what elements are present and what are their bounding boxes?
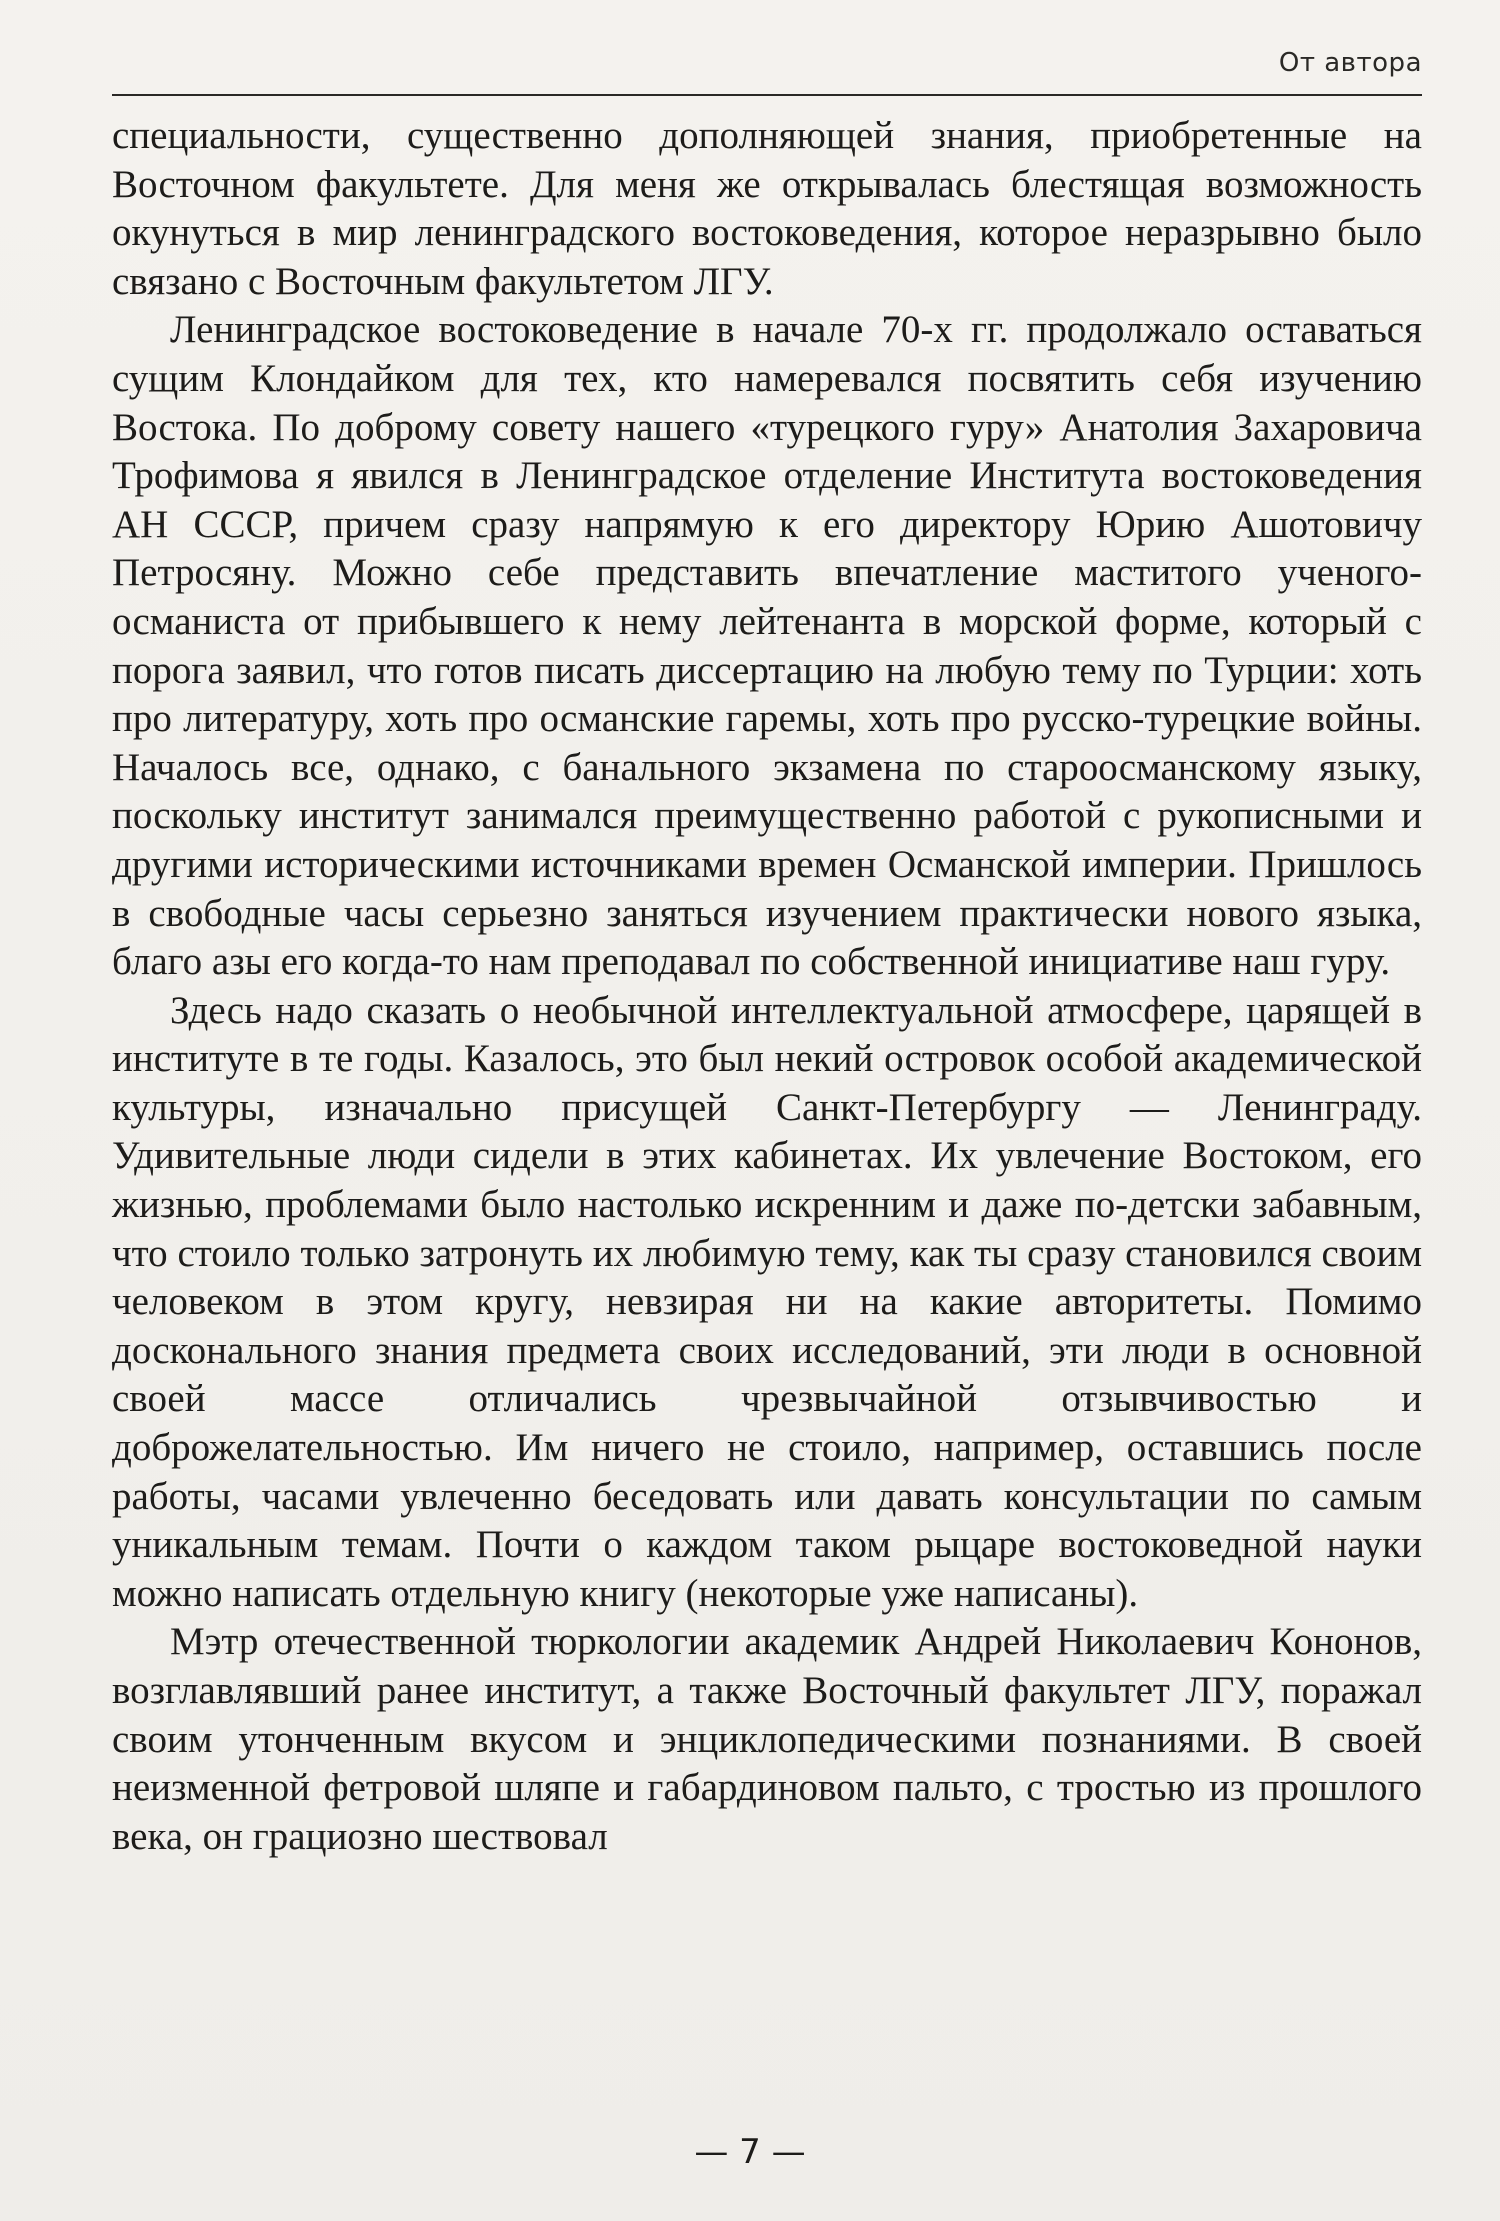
page-number: — 7 — (694, 2132, 806, 2172)
running-header (112, 46, 1422, 96)
body-text (112, 112, 1422, 1861)
paragraph-kononov: Мэтр отечественной тюркологии академик Андрей Николаевич Кононов, возглавлявший ранее институт, а также Восточный факультет ЛГУ, поражал своим утонченным вкусом и энциклопедическими познаниями. В своей неизменной фетровой шляпе и габардиновом пальто, с тростью из прошлого века, он грациозно шествовал (112, 1620, 1422, 1858)
running-title: От автора (1278, 48, 1422, 78)
paragraph-institute-atmosphere: Здесь надо сказать о необычной интеллектуальной атмосфере, царящей в институте в те годы. Казалось, это был некий островок особой академической культуры, изначально присущей Санкт-Петербургу — Ленинграду. Удивительные люди сидели в этих кабинетах. Их увлечение Востоком, его жизнью, проблемами было настолько искренним и даже по-детски забавным, что стоило только затронуть их любимую тему, как ты сразу становился своим человеком в этом кругу, невзирая ни на какие авторитеты. Помимо досконального знания предмета своих исследований, эти люди в основной своей массе отличались чрезвычайной отзывчивостью и доброжелательностью. Им ничего не стоило, например, оставшись после работы, часами увлеченно беседовать или давать консультации по самым уникальным темам. Почти о каждом таком рыцаре востоковедной науки можно написать отдельную книгу (некоторые уже написаны). (112, 988, 1422, 1615)
paragraph-continuation: специальности, существенно дополняющей знания, приобретенные на Восточном факультете. Для меня же открывалась блестящая возможность окунуться в мир ленинградского востоковедения, которое неразрывно было связано с Восточным факультетом ЛГУ. (112, 114, 1422, 303)
paragraph-leningrad-orientalism: Ленинградское востоковедение в начале 70-х гг. продолжало оставаться сущим Клондайком для тех, кто намеревался посвятить себя изучению Востока. По доброму совету нашего «турецкого гуру» Анатолия Захаровича Трофимова я явился в Ленинградское отделение Института востоковедения АН СССР, причем сразу напрямую к его директору Юрию Ашотовичу Петросяну. Можно себе представить впечатление маститого ученого-османиста от прибывшего к нему лейтенанта в морской форме, который с порога заявил, что готов писать диссертацию на любую тему по Турции: хоть про литературу, хоть про османские гаремы, хоть про русско-турецкие войны. Началось все, однако, с банального экзамена по староосманскому языку, поскольку институт занимался преимущественно работой с рукописными и другими историческими источниками времен Османской империи. Пришлось в свободные часы серьезно заняться изучением практически нового языка, благо азы его когда-то нам преподавал по собственной инициативе наш гуру. (112, 308, 1422, 984)
